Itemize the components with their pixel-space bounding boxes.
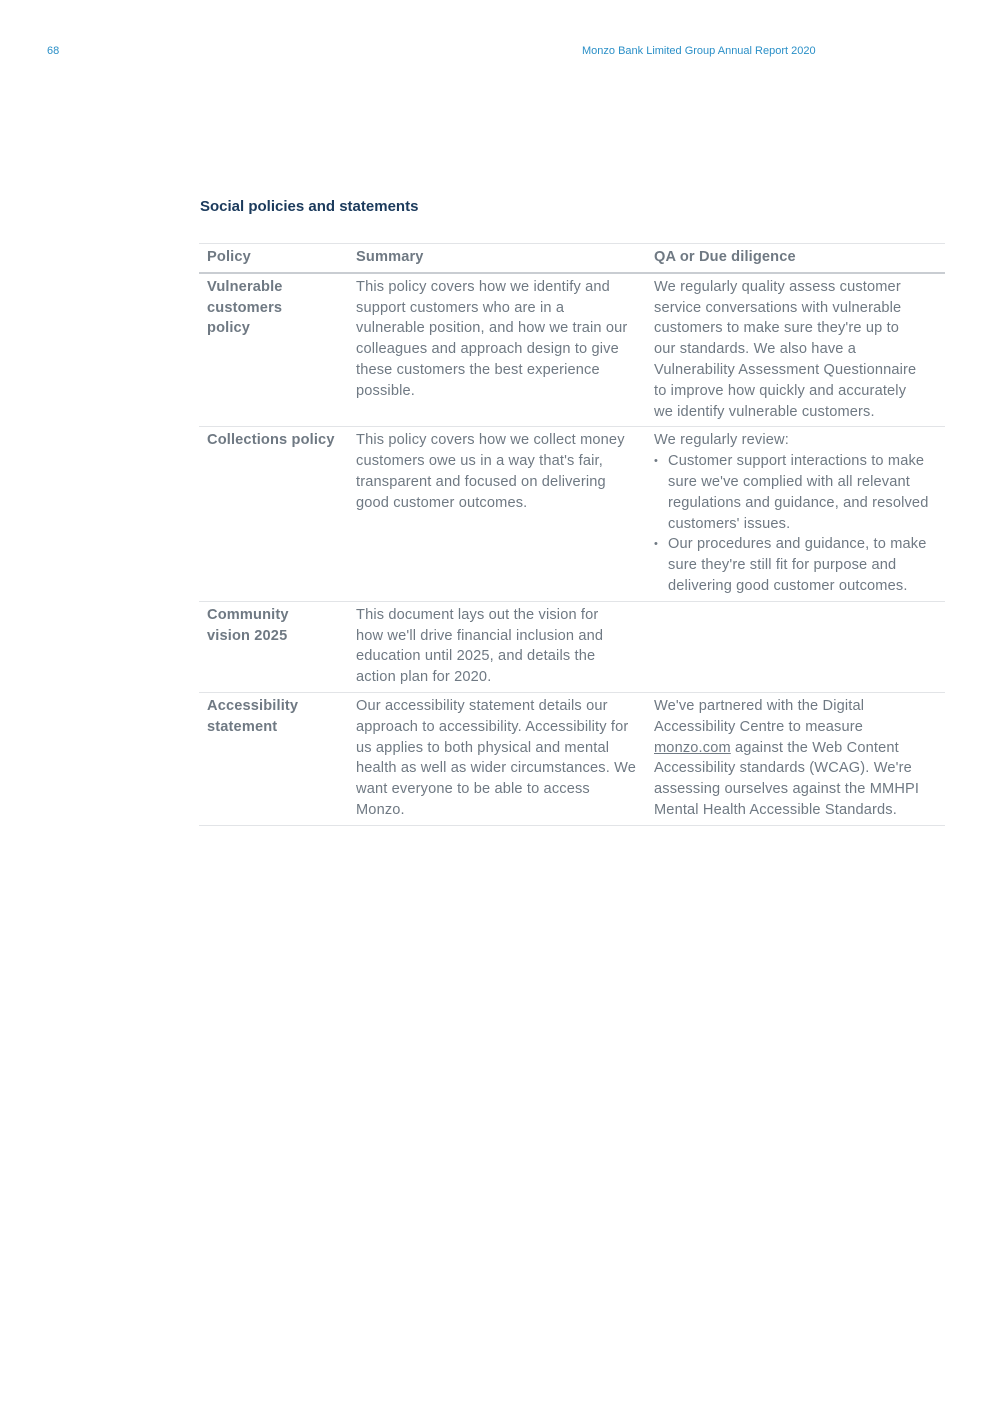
summary-cell: Our accessibility statement details our approach to accessibility. Accessibility for us applies to both physical and mental health as well as wider circumstances. We want everyone to be able to access Monzo. bbox=[348, 692, 646, 825]
qa-text-after-link: against the Web Content Accessibility standards (WCAG). We're assessing ourselves against the MMHPI Mental Health Accessible Standards. bbox=[654, 739, 920, 818]
qa-cell bbox=[646, 692, 945, 825]
table-row bbox=[199, 273, 945, 427]
qa-text-before-link: We've partnered with the Digital Accessibility Centre to measure bbox=[654, 697, 865, 735]
column-header-policy: Policy bbox=[199, 244, 348, 273]
policy-name-cell: Collections policy bbox=[199, 427, 348, 601]
policy-name-cell: Community vision 2025 bbox=[199, 601, 348, 692]
policy-name-cell: Accessibility statement bbox=[199, 692, 348, 825]
policy-table bbox=[199, 243, 945, 826]
running-header: Monzo Bank Limited Group Annual Report 2020 bbox=[582, 45, 816, 57]
table-header-row bbox=[199, 244, 945, 273]
summary-cell: This policy covers how we collect money customers owe us in a way that's fair, transparent and focused on delivering good customer outcomes. bbox=[348, 427, 646, 601]
table-row bbox=[199, 427, 945, 601]
summary-cell: This policy covers how we identify and support customers who are in a vulnerable position, and how we train our colleagues and approach design to give these customers the best experience possible. bbox=[348, 273, 646, 427]
page-number: 68 bbox=[47, 45, 60, 57]
monzo-link[interactable]: monzo.com bbox=[654, 739, 731, 756]
qa-intro: We regularly review: bbox=[654, 432, 789, 449]
summary-cell: This document lays out the vision for how we'll drive financial inclusion and education until 2025, and details the action plan for 2020. bbox=[348, 601, 646, 692]
qa-cell bbox=[646, 427, 945, 601]
section-title: Social policies and statements bbox=[200, 198, 419, 215]
table-row bbox=[199, 692, 945, 825]
qa-bullet-list bbox=[654, 451, 937, 597]
qa-cell bbox=[646, 601, 945, 692]
table-row bbox=[199, 601, 945, 692]
policy-name-cell: Vulnerable customers policy bbox=[199, 273, 348, 427]
column-header-summary: Summary bbox=[348, 244, 646, 273]
qa-cell: We regularly quality assess customer service conversations with vulnerable customers to make sure they're up to our standards. We also have a Vulnerability Assessment Questionnaire to improve how quickly and accurately we identify vulnerable customers. bbox=[646, 273, 945, 427]
column-header-qa: QA or Due diligence bbox=[646, 244, 945, 273]
list-item: • Our procedures and guidance, to make sure they're still fit for purpose and delivering good customer outcomes. bbox=[654, 534, 937, 596]
list-item: • Customer support interactions to make sure we've complied with all relevant regulations and guidance, and resolved customers' issues. bbox=[654, 451, 937, 534]
